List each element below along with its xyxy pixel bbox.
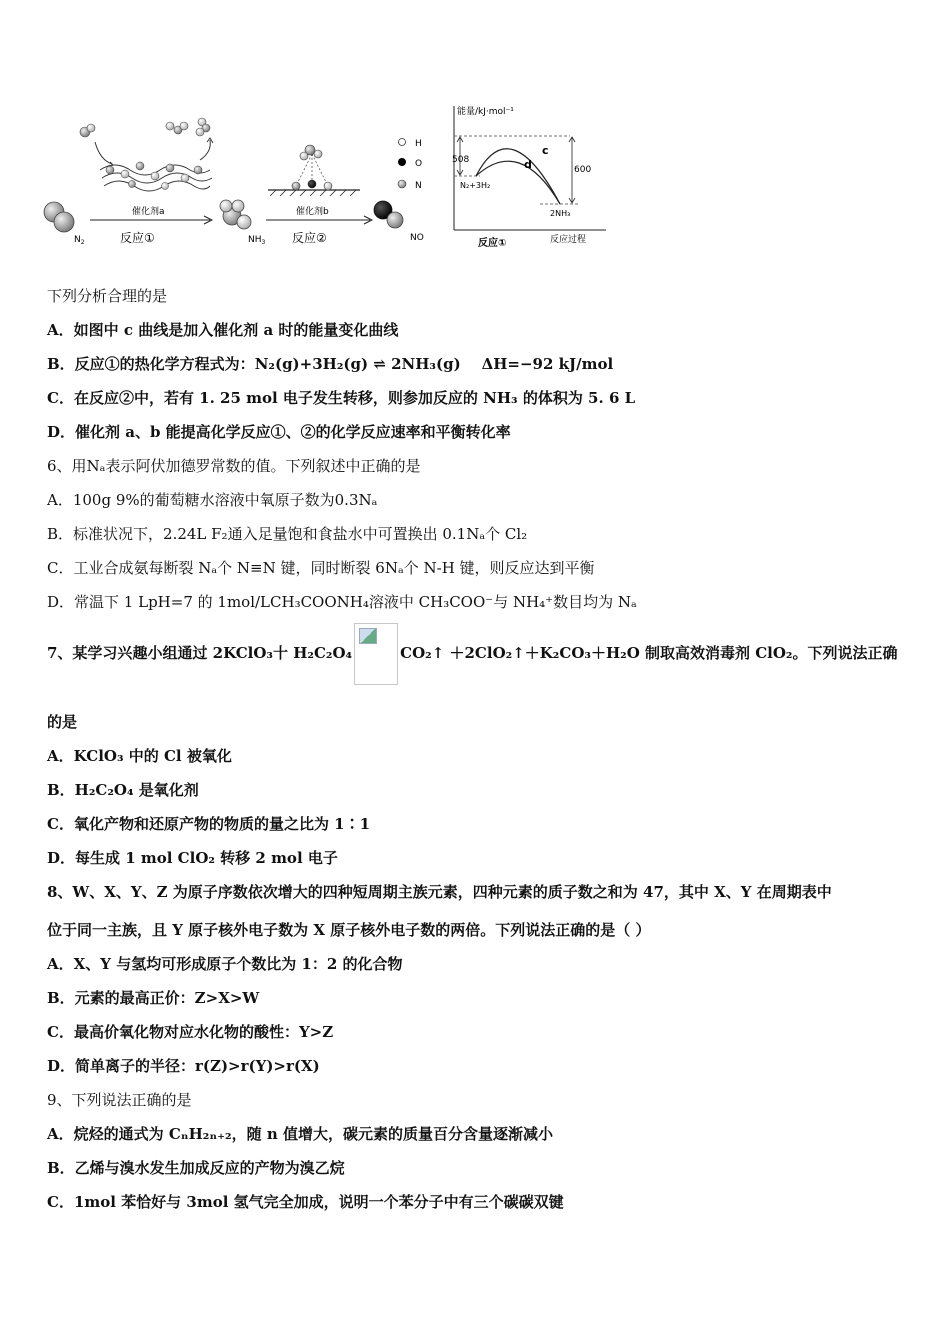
q5-option-a: A．如图中 c 曲线是加入催化剂 a 时的能量变化曲线 (47, 321, 399, 339)
q6-option-c: C．工业合成氨每断裂 Nₐ个 N≡N 键，同时断裂 6Nₐ个 N-H 键，则反应达到平衡 (47, 559, 595, 577)
curve-d-label: d (524, 158, 532, 171)
q9-option-a: A．烷烃的通式为 CₙH₂ₙ₊₂，随 n 值增大，碳元素的质量百分含量逐渐减小 (47, 1125, 553, 1143)
q9-option-b: B．乙烯与溴水发生加成反应的产物为溴乙烷 (47, 1159, 345, 1177)
curve-c-label: c (542, 144, 549, 157)
q5-option-d: D．催化剂 a、b 能提高化学反应①、②的化学反应速率和平衡转化率 (47, 423, 511, 441)
q7-stem (47, 622, 897, 685)
nh3-label: $NH_3$ (248, 235, 266, 246)
catalyst-b-label: 催化剂b (296, 207, 329, 217)
n2-label: $N_2$ (74, 235, 85, 246)
q7-option-d: D．每生成 1 mol ClO₂ 转移 2 mol 电子 (47, 849, 338, 867)
q8-stem-line1: 8、W、X、Y、Z 为原子序数依次增大的四种短周期主族元素，四种元素的质子数之和为 47，其中 X、Y 在周期表中 (47, 883, 832, 901)
no-molecule-icon (374, 201, 403, 228)
no-label: NO (410, 233, 424, 243)
q8-stem-line2: 位于同一主族，且 Y 原子核外电子数为 X 原子核外电子数的两倍。下列说法正确的是（ ） (47, 921, 651, 939)
reactants-label: N₂+3H₂ (460, 181, 491, 190)
chart-ylabel: 能量/kJ·mol⁻¹ (457, 107, 514, 117)
value-600: 600 (574, 165, 592, 175)
q6-option-a: A．100g 9%的葡萄糖水溶液中氧原子数为0.3Nₐ (47, 491, 378, 509)
reaction-diagram (40, 100, 620, 260)
q9-option-c: C．1mol 苯恰好与 3mol 氢气完全加成，说明一个苯分子中有三个碳碳双键 (47, 1193, 564, 1211)
q7-option-b: B．H₂C₂O₄ 是氧化剂 (47, 781, 199, 799)
q8-option-a: A．X、Y 与氢均可形成原子个数比为 1：2 的化合物 (47, 955, 403, 973)
products-label: 2NH₃ (550, 209, 571, 218)
n2-molecule-icon (44, 202, 74, 232)
value-508: 508 (452, 155, 470, 165)
q8-option-b: B．元素的最高正价：Z>X>W (47, 989, 260, 1007)
catalyst-a-surface (100, 162, 212, 191)
q8-option-d: D．简单离子的半径：r(Z)>r(Y)>r(X) (47, 1057, 320, 1075)
q7-stem-right: CO₂↑ ＋2ClO₂↑＋K₂CO₃＋H₂O 制取高效消毒剂 ClO₂。下列说法正确 (400, 644, 898, 662)
q5-option-b-equation: N₂(g)+3H₂(g) ⇌ 2NH₃(g) (254, 355, 461, 373)
q5-option-b (47, 354, 613, 374)
q5-option-c: C．在反应②中，若有 1. 25 mol 电子发生转移，则参加反应的 NH₃ 的体积为 5. 6 L (47, 389, 636, 407)
energy-chart (452, 105, 606, 249)
q6-option-b: B．标准状况下，2.24L F₂通入足量饱和食盐水中可置换出 0.1Nₐ个 Cl₂ (47, 525, 528, 543)
legend-n: N (415, 181, 422, 191)
reaction-2-label: 反应② (292, 231, 327, 245)
q7-option-a: A．KClO₃ 中的 Cl 被氧化 (47, 747, 232, 765)
atom-legend (398, 139, 422, 192)
broken-image-icon (354, 623, 398, 685)
q5-stem: 下列分析合理的是 (47, 287, 168, 305)
legend-h: H (415, 139, 422, 149)
q6-option-d: D．常温下 1 LpH=7 的 1mol/LCH₃COONH₄溶液中 CH₃COO⁻与 NH₄⁺数目均为 Nₐ (47, 593, 637, 611)
q9-stem: 9、下列说法正确的是 (47, 1091, 192, 1109)
catalyst-b-surface (268, 145, 360, 196)
reaction-figure (40, 100, 620, 260)
nh3-molecule-icon (220, 200, 251, 229)
chart-title: 反应① (478, 238, 507, 249)
catalyst-a-label: 催化剂a (132, 207, 165, 217)
chart-xlabel: 反应过程 (550, 235, 587, 245)
curve-c (476, 149, 560, 204)
legend-o: O (415, 159, 423, 169)
q6-stem: 6、用Nₐ表示阿伏加德罗常数的值。下列叙述中正确的是 (47, 457, 421, 475)
q5-option-b-prefix: B．反应①的热化学方程式为： (47, 355, 255, 373)
q7-stem-cont: 的是 (47, 713, 78, 731)
q7-option-c: C．氧化产物和还原产物的物质的量之比为 1∶1 (47, 815, 371, 833)
q8-option-c: C．最高价氧化物对应水化物的酸性：Y>Z (47, 1023, 334, 1041)
reaction-1-label: 反应① (120, 231, 155, 245)
q5-option-b-enthalpy: ΔH=−92 kJ/mol (481, 355, 614, 373)
q7-stem-left: 7、某学习兴趣小组通过 2KClO₃十 H₂C₂O₄ (47, 644, 353, 662)
